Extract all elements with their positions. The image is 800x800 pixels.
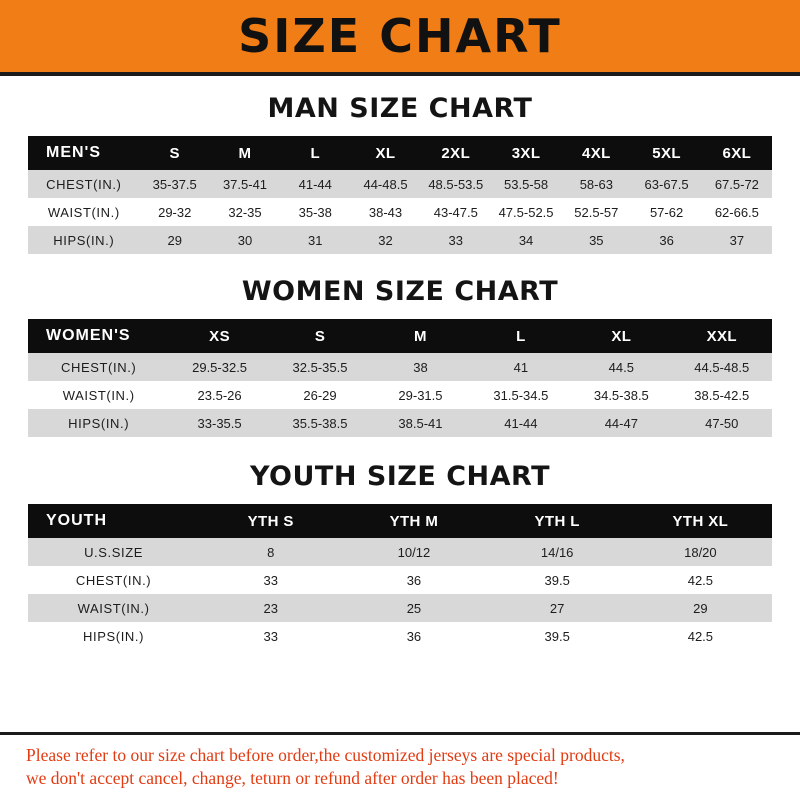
column-header: L [471, 319, 571, 353]
table-cell: 62-66.5 [702, 198, 772, 226]
column-header: XL [571, 319, 671, 353]
man-size-table-wrap [28, 136, 772, 254]
column-header: YTH L [486, 504, 629, 538]
column-header: YTH XL [629, 504, 772, 538]
table-cell: 31 [280, 226, 350, 254]
man-size-table [28, 136, 772, 254]
column-header: 2XL [421, 136, 491, 170]
table-cell: 38.5-42.5 [672, 381, 772, 409]
table-cell: 30 [210, 226, 280, 254]
table-cell: 29-31.5 [370, 381, 470, 409]
table-cell: 58-63 [561, 170, 631, 198]
column-header: 4XL [561, 136, 631, 170]
table-cell: 43-47.5 [421, 198, 491, 226]
table-row [28, 353, 772, 381]
table-cell: 35 [561, 226, 631, 254]
row-label: U.S.SIZE [28, 538, 199, 566]
column-header: XS [169, 319, 269, 353]
table-cell: 23.5-26 [169, 381, 269, 409]
section-title-women: WOMEN SIZE CHART [241, 276, 559, 307]
women-size-table-wrap [28, 319, 772, 437]
table-row [28, 170, 772, 198]
women-size-table [28, 319, 772, 437]
row-label: HIPS(IN.) [28, 622, 199, 650]
youth-size-table-wrap [28, 504, 772, 650]
table-cell: 29.5-32.5 [169, 353, 269, 381]
table-cell: 47-50 [672, 409, 772, 437]
table-cell: 8 [199, 538, 342, 566]
table-cell: 27 [486, 594, 629, 622]
table-cell: 42.5 [629, 566, 772, 594]
column-header: S [140, 136, 210, 170]
table-cell: 35-37.5 [140, 170, 210, 198]
row-label: CHEST(IN.) [28, 170, 140, 198]
table-cell: 36 [631, 226, 701, 254]
section-title-youth: YOUTH SIZE CHART [249, 461, 551, 492]
column-header: XXL [672, 319, 772, 353]
table-cell: 35.5-38.5 [270, 409, 370, 437]
table-cell: 36 [342, 622, 485, 650]
table-cell: 23 [199, 594, 342, 622]
table-row [28, 538, 772, 566]
column-header: 5XL [631, 136, 701, 170]
table-header-row [28, 136, 772, 170]
table-cell: 53.5-58 [491, 170, 561, 198]
page-banner [0, 0, 800, 76]
table-cell: 42.5 [629, 622, 772, 650]
row-label: HIPS(IN.) [28, 226, 140, 254]
table-cell: 26-29 [270, 381, 370, 409]
table-row [28, 381, 772, 409]
row-label: WAIST(IN.) [28, 594, 199, 622]
table-cell: 44.5-48.5 [672, 353, 772, 381]
table-cell: 41-44 [280, 170, 350, 198]
table-row [28, 409, 772, 437]
table-header-row [28, 504, 772, 538]
note-line-2: we don't accept cancel, change, teturn or refund after order has been placed! [26, 767, 559, 788]
table-cell: 41-44 [471, 409, 571, 437]
column-header: 6XL [702, 136, 772, 170]
note-line-1: Please refer to our size chart before order,the customized jerseys are special products, [26, 744, 625, 765]
column-header: M [210, 136, 280, 170]
table-cell: 33 [421, 226, 491, 254]
table-cell: 37 [702, 226, 772, 254]
table-row [28, 566, 772, 594]
table-cell: 33 [199, 622, 342, 650]
table-row [28, 622, 772, 650]
table-cell: 57-62 [631, 198, 701, 226]
column-header: 3XL [491, 136, 561, 170]
table-cell: 18/20 [629, 538, 772, 566]
table-cell: 35-38 [280, 198, 350, 226]
table-cell: 34 [491, 226, 561, 254]
row-label: WAIST(IN.) [28, 198, 140, 226]
table-cell: 32-35 [210, 198, 280, 226]
youth-size-table [28, 504, 772, 650]
table-cell: 32 [350, 226, 420, 254]
table-cell: 33-35.5 [169, 409, 269, 437]
table-cell: 36 [342, 566, 485, 594]
table-row [28, 198, 772, 226]
page-title: SIZE CHART [238, 9, 562, 63]
column-header: L [280, 136, 350, 170]
row-label: CHEST(IN.) [28, 353, 169, 381]
column-header: S [270, 319, 370, 353]
table-header-row [28, 319, 772, 353]
row-label: WAIST(IN.) [28, 381, 169, 409]
table-cell: 25 [342, 594, 485, 622]
table-cell: 32.5-35.5 [270, 353, 370, 381]
column-header: WOMEN'S [28, 319, 169, 353]
table-cell: 29 [629, 594, 772, 622]
column-header: YOUTH [28, 504, 199, 538]
column-header: M [370, 319, 470, 353]
table-cell: 44-47 [571, 409, 671, 437]
table-cell: 63-67.5 [631, 170, 701, 198]
table-cell: 38 [370, 353, 470, 381]
row-label: CHEST(IN.) [28, 566, 199, 594]
table-cell: 14/16 [486, 538, 629, 566]
table-cell: 33 [199, 566, 342, 594]
column-header: YTH M [342, 504, 485, 538]
table-cell: 34.5-38.5 [571, 381, 671, 409]
table-cell: 41 [471, 353, 571, 381]
column-header: YTH S [199, 504, 342, 538]
table-cell: 37.5-41 [210, 170, 280, 198]
table-cell: 44.5 [571, 353, 671, 381]
table-cell: 48.5-53.5 [421, 170, 491, 198]
table-cell: 29-32 [140, 198, 210, 226]
order-policy-note [0, 732, 800, 800]
table-row [28, 594, 772, 622]
table-cell: 44-48.5 [350, 170, 420, 198]
table-cell: 52.5-57 [561, 198, 631, 226]
table-row [28, 226, 772, 254]
table-cell: 29 [140, 226, 210, 254]
table-cell: 38-43 [350, 198, 420, 226]
table-cell: 67.5-72 [702, 170, 772, 198]
table-cell: 31.5-34.5 [471, 381, 571, 409]
column-header: MEN'S [28, 136, 140, 170]
table-cell: 38.5-41 [370, 409, 470, 437]
table-cell: 47.5-52.5 [491, 198, 561, 226]
table-cell: 39.5 [486, 622, 629, 650]
section-title-man: MAN SIZE CHART [267, 93, 533, 124]
table-cell: 10/12 [342, 538, 485, 566]
column-header: XL [350, 136, 420, 170]
table-cell: 39.5 [486, 566, 629, 594]
row-label: HIPS(IN.) [28, 409, 169, 437]
